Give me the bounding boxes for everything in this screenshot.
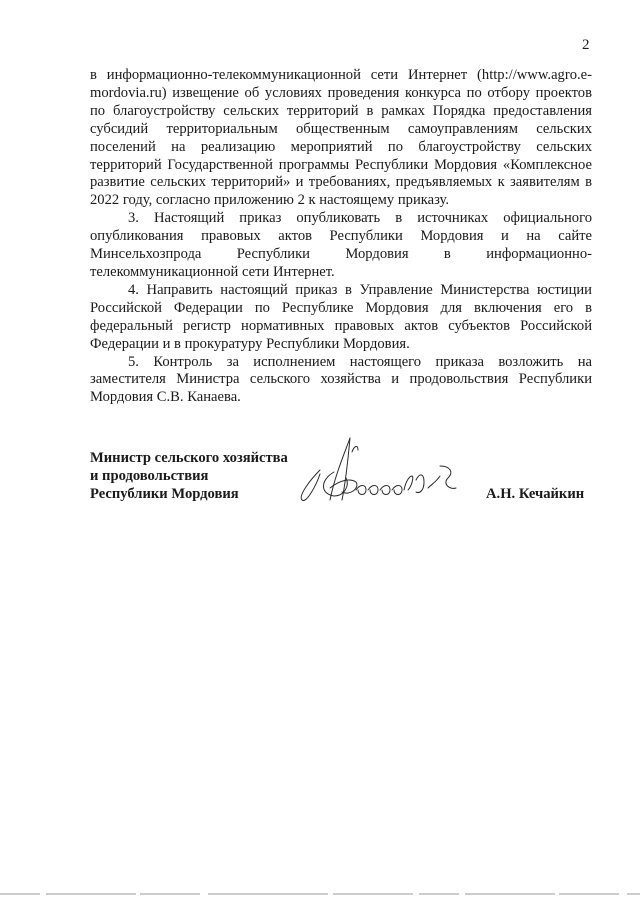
paragraph-item-4: 4. Направить настоящий приказ в Управление Министерства юстиции Российской Федерации по Республике Мордовия для включения его в федеральный регистр нормативных правовых актов субъектов Российской Федерации и в прокуратуру Республики Мордовия. (90, 281, 592, 352)
document-body (90, 67, 592, 407)
signer-name: А.Н. Кечайкин (486, 486, 585, 502)
signer-title (90, 450, 288, 504)
page-number: 2 (582, 37, 590, 53)
paragraph-item-5: 5. Контроль за исполнением настоящего приказа возложить на заместителя Министра сельского хозяйства и продовольствия Республики Мордовия С.В. Канаева. (90, 353, 592, 406)
scan-edge-line (0, 893, 640, 895)
handwritten-signature (290, 430, 470, 520)
signature-block (90, 450, 595, 520)
paragraph-item-3: 3. Настоящий приказ опубликовать в источниках официального опубликования правовых актов Республики Мордовия и на сайте Минсельхозпрода Республики Мордовия в информационно-телекоммуникационной сети Интернет. (90, 210, 592, 280)
signer-title-line-2: и продовольствия (90, 467, 209, 484)
signer-title-line-3: Республики Мордовия (90, 485, 239, 502)
signer-title-line-1: Министр сельского хозяйства (90, 450, 288, 466)
paragraph-continuation: в информационно-телекоммуникационной сети Интернет (http://www.agro.e-mordovia.ru) извещение об условиях проведения конкурса по отбору проектов по благоустройству сельских территорий в рамках Порядка предоставления субсидий территориальным общественным самоуправлениям сельских поселений на реализацию мероприятий по благоустройству сельских территорий Государственной программы Республики Мордовия «Комплексное развитие сельских территорий» и требованиях, предъявляемых к заявителям в 2022 году, согласно приложению 2 к настоящему приказу. (90, 67, 592, 209)
